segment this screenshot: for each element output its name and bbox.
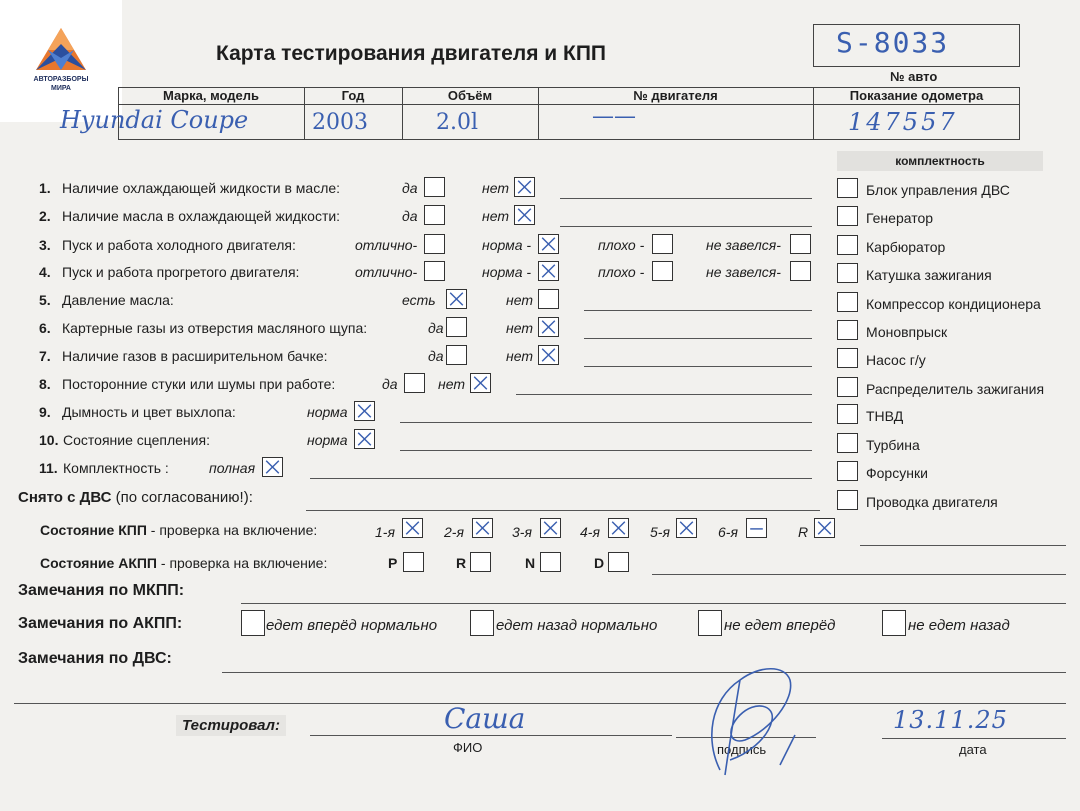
auto-number-value: S-8033 (836, 26, 950, 59)
kit-item-6: Насос г/у (866, 352, 926, 368)
check-line-5 (584, 338, 812, 339)
kit-item-2: Карбюратор (866, 239, 946, 255)
check-line-7 (516, 394, 812, 395)
remarks-dvs-label: Замечания по ДВС: (18, 650, 172, 667)
kit-checkbox-9[interactable] (837, 433, 858, 453)
sign-label: подпись (717, 742, 767, 757)
remarks-akpp-label: Замечания по АКПП: (18, 615, 183, 632)
value-volume: 2.0l (436, 110, 479, 135)
kit-checkbox-6[interactable] (837, 348, 858, 368)
page-title: Карта тестирования двигателя и КПП (216, 42, 607, 65)
check-box-4-1[interactable] (538, 289, 559, 309)
kpp-gear-label-1: 2-я (444, 524, 464, 540)
check-line-10 (310, 478, 812, 479)
kit-item-5: Моновпрыск (866, 324, 948, 340)
check-line-1 (560, 226, 812, 227)
removed-rest: (по согласованию!): (111, 489, 253, 506)
check-text-6: Наличие газов в расширительном бачке: (62, 348, 328, 364)
header-brand: Марка, модель (162, 88, 260, 103)
check-line-0 (560, 198, 812, 199)
kit-item-3: Катушка зажигания (866, 267, 992, 283)
check-text-5: Картерные газы из отверстия масляного щупа: (62, 320, 368, 336)
akpp-rest: - проверка на включение: (157, 555, 328, 571)
logo-text-2: МИРА (51, 85, 71, 92)
value-brand: Hyundai Coupe (60, 106, 249, 134)
kit-checkbox-7[interactable] (837, 377, 858, 397)
check-num-6: 7. (39, 348, 51, 364)
kpp-gear-box-3[interactable] (608, 518, 629, 538)
kit-item-8: ТНВД (866, 408, 904, 424)
check-line-6 (584, 366, 812, 367)
kpp-gear-label-3: 4-я (580, 524, 600, 540)
kit-item-9: Турбина (866, 437, 920, 453)
check-num-7: 8. (39, 376, 51, 392)
akpp-remark-label-3: не едет назад (908, 617, 1010, 634)
check-opt-3-1: норма - (482, 264, 532, 280)
check-opt-4-1: нет (506, 292, 533, 308)
kit-checkbox-4[interactable] (837, 292, 858, 312)
check-box-2-0[interactable] (424, 234, 445, 254)
akpp-mode-label-0: P (388, 555, 398, 571)
kpp-gear-label-5: 6-я (718, 524, 738, 540)
kpp-gear-label-2: 3-я (512, 524, 532, 540)
check-num-3: 4. (39, 264, 51, 280)
check-opt-6-1: нет (506, 348, 533, 364)
date-label: дата (959, 742, 987, 757)
check-box-6-0[interactable] (446, 345, 467, 365)
check-box-5-0[interactable] (446, 317, 467, 337)
akpp-mode-box-3[interactable] (608, 552, 629, 572)
logo-block (0, 0, 122, 122)
check-box-10-0[interactable] (262, 457, 283, 477)
check-opt-2-0: отлично- (355, 237, 418, 253)
kit-item-4: Компрессор кондиционера (866, 296, 1041, 312)
value-odometer: 147557 (848, 108, 958, 136)
akpp-remark-box-3[interactable] (882, 610, 906, 636)
kit-checkbox-1[interactable] (837, 206, 858, 226)
value-year: 2003 (312, 110, 368, 135)
check-opt-3-0: отлично- (355, 264, 418, 280)
akpp-mode-label-3: D (594, 555, 605, 571)
tested-label: Тестировал: (176, 715, 286, 736)
check-box-9-0[interactable] (354, 429, 375, 449)
akpp-mode-box-0[interactable] (403, 552, 424, 572)
removed-label (18, 489, 253, 506)
logo-text-1: АВТОРАЗБОРЫ (33, 76, 89, 83)
kpp-gear-label-6: R (798, 524, 809, 540)
fio-label: ФИО (453, 740, 483, 755)
kit-checkbox-5[interactable] (837, 320, 858, 340)
check-box-3-1[interactable] (538, 261, 559, 281)
kpp-rest: - проверка на включение: (146, 522, 318, 538)
check-opt-2-2: плохо - (598, 237, 645, 253)
check-text-9: Состояние сцепления: (63, 432, 210, 448)
check-box-7-1[interactable] (470, 373, 491, 393)
tester-name: Саша (444, 702, 526, 735)
kpp-gear-label-0: 1-я (375, 524, 395, 540)
kpp-bold: Состояние КПП (40, 522, 147, 538)
check-opt-3-2: плохо - (598, 264, 645, 280)
kpp-gear-label-4: 5-я (650, 524, 670, 540)
kit-item-11: Проводка двигателя (866, 494, 998, 510)
check-opt-2-1: норма - (482, 237, 532, 253)
kit-item-1: Генератор (866, 210, 934, 226)
akpp-mode-label-1: R (456, 555, 467, 571)
akpp-mode-label-2: N (525, 555, 536, 571)
kit-item-7: Распределитель зажигания (866, 381, 1045, 397)
check-box-6-1[interactable] (538, 345, 559, 365)
kit-checkbox-11[interactable] (837, 490, 858, 510)
check-line-9 (400, 450, 812, 451)
check-line-8 (400, 422, 812, 423)
kit-checkbox-3[interactable] (837, 263, 858, 283)
value-engine-no: —— (592, 104, 636, 129)
check-num-9: 10. (39, 432, 59, 448)
check-box-1-0[interactable] (424, 205, 445, 225)
kit-checkbox-8[interactable] (837, 404, 858, 424)
akpp-mode-box-1[interactable] (470, 552, 491, 572)
check-box-3-3[interactable] (790, 261, 811, 281)
kpp-gear-box-0[interactable] (402, 518, 423, 538)
akpp-remark-label-1: едет назад нормально (496, 617, 658, 634)
check-opt-3-3: не завелся- (706, 264, 781, 280)
kpp-gear-box-5[interactable] (746, 518, 767, 538)
akpp-remark-box-0[interactable] (241, 610, 265, 636)
check-num-5: 6. (39, 320, 51, 336)
akpp-remark-label-2: не едет вперёд (724, 617, 836, 634)
kit-checkbox-10[interactable] (837, 461, 858, 481)
check-text-7: Посторонние стуки или шумы при работе: (62, 376, 336, 392)
akpp-label (40, 555, 327, 571)
check-box-5-1[interactable] (538, 317, 559, 337)
check-opt-7-1: нет (438, 376, 465, 392)
check-box-3-0[interactable] (424, 261, 445, 281)
check-num-0: 1. (39, 180, 51, 196)
check-text-3: Пуск и работа прогретого двигателя: (62, 264, 300, 280)
remarks-mkpp-label: Замечания по МКПП: (18, 582, 185, 599)
test-date: 13.11.25 (893, 706, 1008, 734)
logo-icon (34, 26, 88, 72)
akpp-remark-label-0: едет вперёд нормально (266, 617, 438, 634)
check-opt-1-1: нет (482, 208, 509, 224)
check-box-1-1[interactable] (514, 205, 535, 225)
check-opt-0-0: да (402, 180, 418, 196)
check-box-7-0[interactable] (404, 373, 425, 393)
removed-bold: Снято с ДВС (18, 489, 112, 506)
check-opt-4-0: есть (402, 292, 436, 308)
akpp-bold: Состояние АКПП (40, 555, 157, 571)
check-opt-1-0: да (402, 208, 418, 224)
akpp-remark-box-1[interactable] (470, 610, 494, 636)
kit-item-10: Форсунки (866, 465, 928, 481)
check-box-8-0[interactable] (354, 401, 375, 421)
check-box-0-1[interactable] (514, 177, 535, 197)
kpp-gear-box-6[interactable] (814, 518, 835, 538)
check-box-0-0[interactable] (424, 177, 445, 197)
header-year: Год (341, 88, 365, 103)
kit-checkbox-2[interactable] (837, 235, 858, 255)
check-line-4 (584, 310, 812, 311)
header-odometer: Показание одометра (849, 88, 984, 103)
kit-header: комплектность (837, 151, 1043, 171)
kpp-gear-box-1[interactable] (472, 518, 493, 538)
check-opt-7-0: да (382, 376, 398, 392)
check-text-0: Наличие охлаждающей жидкости в масле: (62, 180, 341, 196)
check-num-8: 9. (39, 404, 51, 420)
check-text-8: Дымность и цвет выхлопа: (62, 404, 236, 420)
check-opt-5-1: нет (506, 320, 533, 336)
check-box-2-2[interactable] (652, 234, 673, 254)
kit-item-0: Блок управления ДВС (866, 182, 1010, 198)
signature-scribble (700, 660, 810, 785)
check-num-2: 3. (39, 237, 51, 253)
check-opt-2-3: не завелся- (706, 237, 781, 253)
check-num-4: 5. (39, 292, 51, 308)
check-opt-0-1: нет (482, 180, 509, 196)
check-text-1: Наличие масла в охлаждающей жидкости: (62, 208, 341, 224)
akpp-remark-box-2[interactable] (698, 610, 722, 636)
check-text-2: Пуск и работа холодного двигателя: (62, 237, 296, 253)
check-box-2-1[interactable] (538, 234, 559, 254)
check-text-10: Комплектность : (63, 460, 169, 476)
kpp-label (40, 522, 317, 538)
kpp-gear-box-2[interactable] (540, 518, 561, 538)
check-opt-9-0: норма (307, 432, 348, 448)
kpp-gear-box-4[interactable] (676, 518, 697, 538)
kit-checkbox-0[interactable] (837, 178, 858, 198)
check-box-4-0[interactable] (446, 289, 467, 309)
check-text-4: Давление масла: (62, 292, 174, 308)
auto-number-label: № авто (890, 69, 938, 84)
check-opt-8-0: норма (307, 404, 348, 420)
akpp-mode-box-2[interactable] (540, 552, 561, 572)
header-engine-no: № двигателя (633, 88, 718, 103)
check-num-1: 2. (39, 208, 51, 224)
check-opt-10-0: полная (209, 460, 256, 476)
check-opt-6-0: да (428, 348, 444, 364)
check-box-2-3[interactable] (790, 234, 811, 254)
check-box-3-2[interactable] (652, 261, 673, 281)
check-num-10: 11. (39, 460, 58, 476)
header-volume: Объём (447, 88, 493, 103)
check-opt-5-0: да (428, 320, 444, 336)
